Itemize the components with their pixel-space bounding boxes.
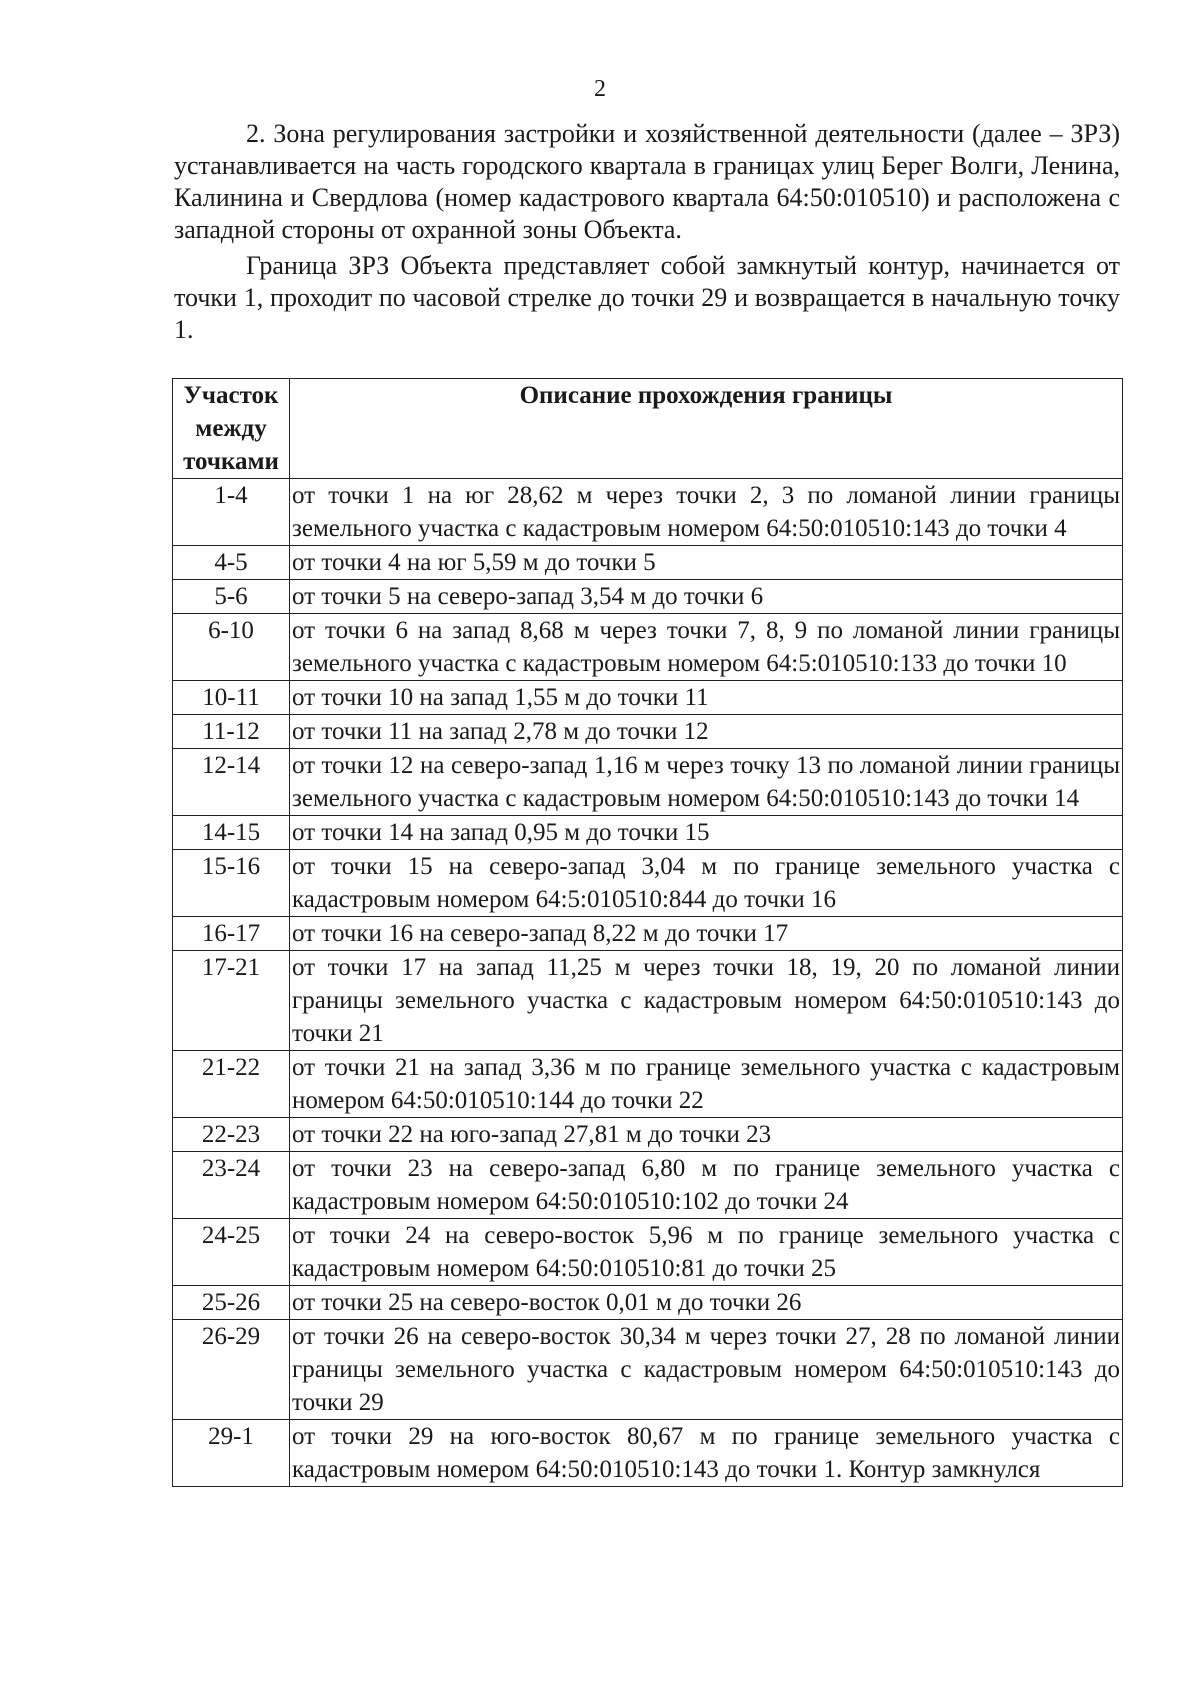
table-row (173, 1152, 1123, 1219)
segment-cell: 15-16 (173, 850, 290, 917)
description-cell: от точки 22 на юго-запад 27,81 м до точки 23 (290, 1118, 1123, 1152)
segment-cell: 5-6 (173, 580, 290, 614)
segment-cell: 16-17 (173, 917, 290, 951)
table-row (173, 1320, 1123, 1420)
description-cell: от точки 17 на запад 11,25 м через точки 18, 19, 20 по ломаной линии границы земельного участка с кадастровым номером 64:50:010510:143 до точки 21 (290, 951, 1123, 1051)
description-cell: от точки 10 на запад 1,55 м до точки 11 (290, 681, 1123, 715)
table-row (173, 1051, 1123, 1118)
segment-cell: 21-22 (173, 1051, 290, 1118)
description-cell: от точки 29 на юго-восток 80,67 м по границе земельного участка с кадастровым номером 64:50:010510:143 до точки 1. Контур замкнулся (290, 1420, 1123, 1487)
description-cell: от точки 5 на северо-запад 3,54 м до точки 6 (290, 580, 1123, 614)
table-row (173, 749, 1123, 816)
table-body (173, 479, 1123, 1487)
table-row (173, 1420, 1123, 1487)
table-row (173, 917, 1123, 951)
description-cell: от точки 12 на северо-запад 1,16 м через точку 13 по ломаной линии границы земельного участка с кадастровым номером 64:50:010510:143 до точки 14 (290, 749, 1123, 816)
description-cell: от точки 14 на запад 0,95 м до точки 15 (290, 816, 1123, 850)
description-cell: от точки 26 на северо-восток 30,34 м через точки 27, 28 по ломаной линии границы земельного участка с кадастровым номером 64:50:010510:143 до точки 29 (290, 1320, 1123, 1420)
table-row (173, 580, 1123, 614)
segment-cell: 11-12 (173, 715, 290, 749)
description-cell: от точки 15 на северо-запад 3,04 м по границе земельного участка с кадастровым номером 64:5:010510:844 до точки 16 (290, 850, 1123, 917)
description-cell: от точки 16 на северо-запад 8,22 м до точки 17 (290, 917, 1123, 951)
segment-cell: 25-26 (173, 1286, 290, 1320)
description-cell: от точки 24 на северо-восток 5,96 м по границе земельного участка с кадастровым номером 64:50:010510:81 до точки 25 (290, 1219, 1123, 1286)
table-row (173, 681, 1123, 715)
table-row (173, 614, 1123, 681)
description-cell: от точки 23 на северо-запад 6,80 м по границе земельного участка с кадастровым номером 64:50:010510:102 до точки 24 (290, 1152, 1123, 1219)
description-cell: от точки 25 на северо-восток 0,01 м до точки 26 (290, 1286, 1123, 1320)
segment-cell: 6-10 (173, 614, 290, 681)
table-row (173, 479, 1123, 546)
paragraph-zrz-zone: 2. Зона регулирования застройки и хозяйственной деятельности (далее – ЗРЗ) устанавливается на часть городского квартала в границах улиц Берег Волги, Ленина, Калинина и Свердлова (номер кадастрового квартала 64:50:010510) и расположена с западной стороны от охранной зоны Объекта. (174, 119, 1120, 244)
paragraph-zrz-boundary: Граница ЗРЗ Объекта представляет собой замкнутый контур, начинается от точки 1, проходит по часовой стрелке до точки 29 и возвращается в начальную точку 1. (174, 251, 1120, 344)
segment-cell: 24-25 (173, 1219, 290, 1286)
segment-cell: 22-23 (173, 1118, 290, 1152)
table-row (173, 546, 1123, 580)
boundary-table (172, 378, 1123, 1487)
segment-cell: 1-4 (173, 479, 290, 546)
description-cell: от точки 1 на юг 28,62 м через точки 2, 3 по ломаной линии границы земельного участка с кадастровым номером 64:50:010510:143 до точки 4 (290, 479, 1123, 546)
description-cell: от точки 21 на запад 3,36 м по границе земельного участка с кадастровым номером 64:50:010510:144 до точки 22 (290, 1051, 1123, 1118)
page-number: 2 (594, 76, 606, 102)
segment-cell: 14-15 (173, 816, 290, 850)
segment-cell: 17-21 (173, 951, 290, 1051)
table-row (173, 850, 1123, 917)
table-row (173, 951, 1123, 1051)
description-cell: от точки 4 на юг 5,59 м до точки 5 (290, 546, 1123, 580)
segment-cell: 4-5 (173, 546, 290, 580)
segment-cell: 10-11 (173, 681, 290, 715)
description-cell: от точки 11 на запад 2,78 м до точки 12 (290, 715, 1123, 749)
segment-cell: 23-24 (173, 1152, 290, 1219)
table-row (173, 1118, 1123, 1152)
header-description: Описание прохождения границы (290, 379, 1123, 479)
table-row (173, 715, 1123, 749)
segment-cell: 29-1 (173, 1420, 290, 1487)
table-row (173, 1286, 1123, 1320)
table-header-row (173, 379, 1123, 479)
table-row (173, 816, 1123, 850)
segment-cell: 26-29 (173, 1320, 290, 1420)
header-segment: Участок между точками (173, 379, 290, 479)
table-row (173, 1219, 1123, 1286)
description-cell: от точки 6 на запад 8,68 м через точки 7, 8, 9 по ломаной линии границы земельного участка с кадастровым номером 64:5:010510:133 до точки 10 (290, 614, 1123, 681)
segment-cell: 12-14 (173, 749, 290, 816)
